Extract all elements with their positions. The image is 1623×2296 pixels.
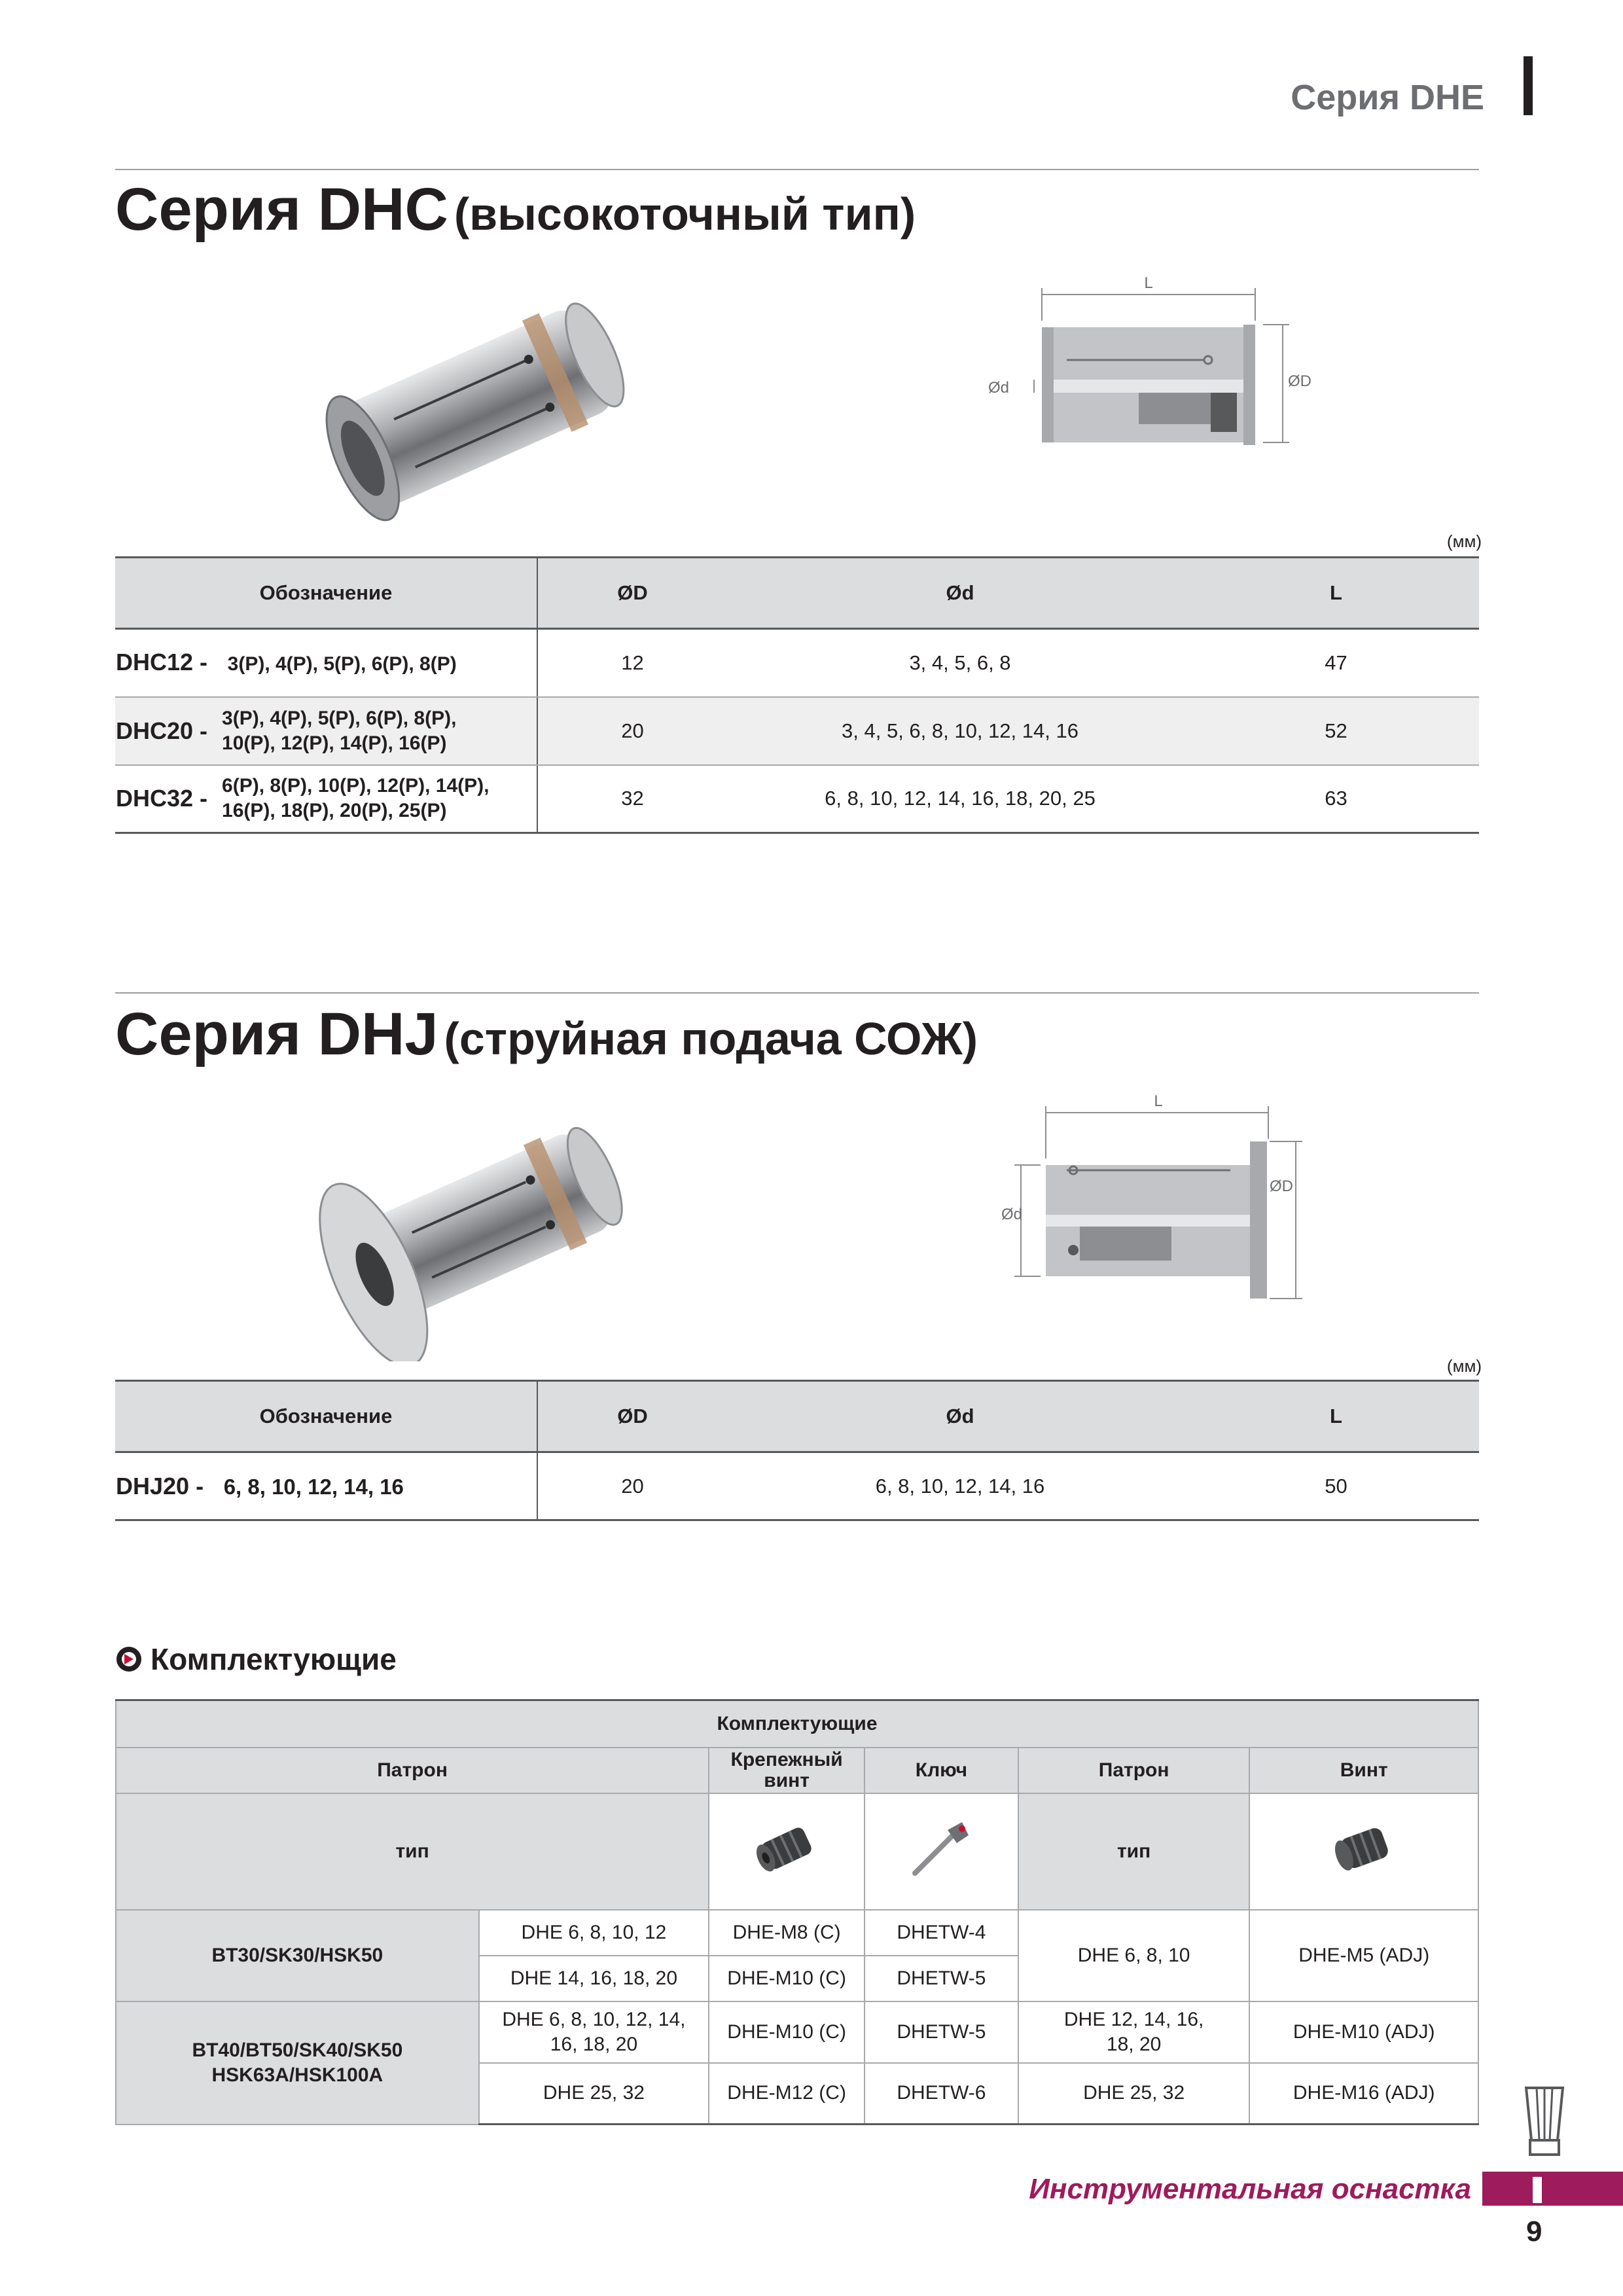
size-list-line: 16(P), 18(P), 20(P), 25(P) — [222, 800, 447, 822]
screw-icon — [747, 1816, 826, 1881]
col-d: Ød — [727, 558, 1193, 629]
page-number: 9 — [1526, 2215, 1543, 2248]
collet-icon — [1517, 2081, 1572, 2166]
col-designation: Обозначение — [115, 1381, 537, 1452]
col-D: ØD — [537, 558, 727, 629]
screw-code: DHE-M10 (C) — [709, 1956, 865, 2001]
dhc-spec-table — [115, 556, 1479, 834]
acc-column-header — [116, 1748, 1478, 1793]
table-row — [115, 1452, 1479, 1520]
dhc-title-sub: (высокоточный тип) — [454, 188, 916, 240]
dhc-unit: (мм) — [1446, 531, 1482, 551]
dhc-table-header — [115, 558, 1479, 629]
col-vint: Винт — [1249, 1748, 1478, 1793]
accessories-heading-text: Комплектующие — [151, 1642, 397, 1676]
value-D: 32 — [537, 765, 727, 833]
acc-group-title: Комплектующие — [116, 1700, 1478, 1748]
dhj-unit: (мм) — [1446, 1356, 1482, 1376]
dhj-dimension-diagram — [995, 1086, 1335, 1309]
table-row — [116, 2001, 1478, 2063]
table-row — [115, 629, 1479, 697]
accessories-table — [115, 1699, 1479, 2125]
size-list-line: 3(P), 4(P), 5(P), 6(P), 8(P), — [222, 707, 457, 729]
key-code: DHETW-6 — [865, 2063, 1018, 2125]
chuck-size: DHE 6, 8, 10, 12, 14, 16, 18, 20 — [479, 2001, 709, 2063]
value-L: 47 — [1193, 629, 1479, 697]
patron-size: DHE 12, 14, 16, 18, 20 — [1018, 2001, 1250, 2063]
table-row — [115, 765, 1479, 833]
size-list-line: 10(P), 12(P), 14(P), 16(P) — [222, 732, 447, 754]
dhc-diagram-D: ØD — [1288, 372, 1311, 390]
col-D: ØD — [537, 1381, 727, 1452]
col-d: Ød — [727, 1381, 1193, 1452]
value-d: 3, 4, 5, 6, 8, 10, 12, 14, 16 — [727, 697, 1193, 765]
col-designation: Обозначение — [115, 558, 537, 629]
screw-code: DHE-M10 (C) — [709, 2001, 865, 2063]
footer-title: Инструментальная оснастка — [1029, 2173, 1471, 2205]
designation-cell — [115, 629, 537, 697]
adjust-screw-icon — [1325, 1816, 1403, 1881]
series-label: Серия DHE — [1291, 78, 1484, 117]
acc-type-row — [116, 1793, 1478, 1910]
acc-group-header — [116, 1700, 1478, 1748]
screw-image-cell — [709, 1793, 865, 1910]
dhc-diagram-d: Ød — [988, 379, 1010, 397]
dhj-diagram-D: ØD — [1270, 1177, 1293, 1195]
dhj-table-header — [115, 1381, 1479, 1452]
col-patron-2: Патрон — [1018, 1748, 1250, 1793]
size-list: 6, 8, 10, 12, 14, 16 — [223, 1474, 404, 1499]
product-code: DHC20 - — [116, 717, 208, 744]
dhj-product-image — [288, 1080, 654, 1361]
patron-size: DHE 6, 8, 10 — [1018, 1910, 1250, 2001]
product-code: DHC12 - — [116, 649, 208, 676]
value-d: 6, 8, 10, 12, 14, 16, 18, 20, 25 — [727, 765, 1193, 833]
value-L: 52 — [1193, 697, 1479, 765]
dhc-dimension-diagram — [982, 268, 1322, 445]
patron-size: DHE 25, 32 — [1018, 2063, 1250, 2125]
value-D: 20 — [537, 1452, 727, 1520]
chuck-size: DHE 6, 8, 10, 12 — [479, 1910, 709, 1956]
type-label: тип — [116, 1793, 709, 1910]
vint-code: DHE-M10 (ADJ) — [1249, 2001, 1478, 2063]
dhc-diagram-L: L — [1144, 274, 1153, 292]
arrow-circle-icon — [115, 1645, 143, 1673]
dhj-spec-table — [115, 1380, 1479, 1521]
vint-image-cell — [1249, 1793, 1478, 1910]
type-label-2: тип — [1018, 1793, 1250, 1910]
header-rule — [115, 169, 1479, 170]
key-code: DHETW-5 — [865, 2001, 1018, 2063]
holder-type: BT30/SK30/HSK50 — [116, 1910, 479, 2001]
dhc-title — [115, 175, 916, 244]
dhj-diagram-d: Ød — [1001, 1206, 1023, 1223]
wrench-key-icon — [902, 1816, 980, 1881]
dhj-diagram-L: L — [1154, 1092, 1163, 1110]
product-code: DHJ20 - — [116, 1472, 204, 1499]
designation-cell — [115, 765, 537, 833]
col-key: Ключ — [865, 1748, 1018, 1793]
table-row — [116, 1910, 1478, 1956]
product-code: DHC32 - — [116, 785, 208, 812]
col-screw: Крепежный винт — [709, 1748, 865, 1793]
holder-type: BT40/BT50/SK40/SK50 HSK63A/HSK100A — [116, 2001, 479, 2125]
designation-cell — [115, 1452, 537, 1520]
value-L: 63 — [1193, 765, 1479, 833]
col-L: L — [1193, 558, 1479, 629]
dhj-title-sub: (струйная подача СОЖ) — [444, 1013, 978, 1064]
chuck-size: DHE 25, 32 — [479, 2063, 709, 2125]
dhc-title-main: Серия DHC — [115, 176, 448, 243]
screw-code: DHE-M8 (C) — [709, 1910, 865, 1956]
dhc-product-image — [288, 262, 654, 537]
footer-color-bar — [1482, 2172, 1623, 2206]
col-patron: Патрон — [116, 1748, 709, 1793]
vint-code: DHE-M5 (ADJ) — [1249, 1910, 1478, 2001]
key-image-cell — [865, 1793, 1018, 1910]
chuck-size: DHE 14, 16, 18, 20 — [479, 1956, 709, 2001]
key-code: DHETW-4 — [865, 1910, 1018, 1956]
screw-code: DHE-M12 (C) — [709, 2063, 865, 2125]
value-D: 20 — [537, 697, 727, 765]
value-d: 6, 8, 10, 12, 14, 16 — [727, 1452, 1193, 1520]
dhj-title-main: Серия DHJ — [115, 1001, 438, 1067]
dhj-title — [115, 1000, 978, 1069]
size-list: 3(P), 4(P), 5(P), 6(P), 8(P) — [227, 653, 457, 675]
value-L: 50 — [1193, 1452, 1479, 1520]
designation-cell — [115, 697, 537, 765]
section-rule — [115, 992, 1479, 994]
accessories-heading — [115, 1641, 397, 1677]
value-d: 3, 4, 5, 6, 8 — [727, 629, 1193, 697]
series-marker — [1524, 56, 1533, 115]
key-code: DHETW-5 — [865, 1956, 1018, 2001]
value-D: 12 — [537, 629, 727, 697]
footer-tab-marker — [1533, 2177, 1542, 2203]
col-L: L — [1193, 1381, 1479, 1452]
vint-code: DHE-M16 (ADJ) — [1249, 2063, 1478, 2125]
table-row — [115, 697, 1479, 765]
size-list-line: 6(P), 8(P), 10(P), 12(P), 14(P), — [222, 775, 490, 797]
